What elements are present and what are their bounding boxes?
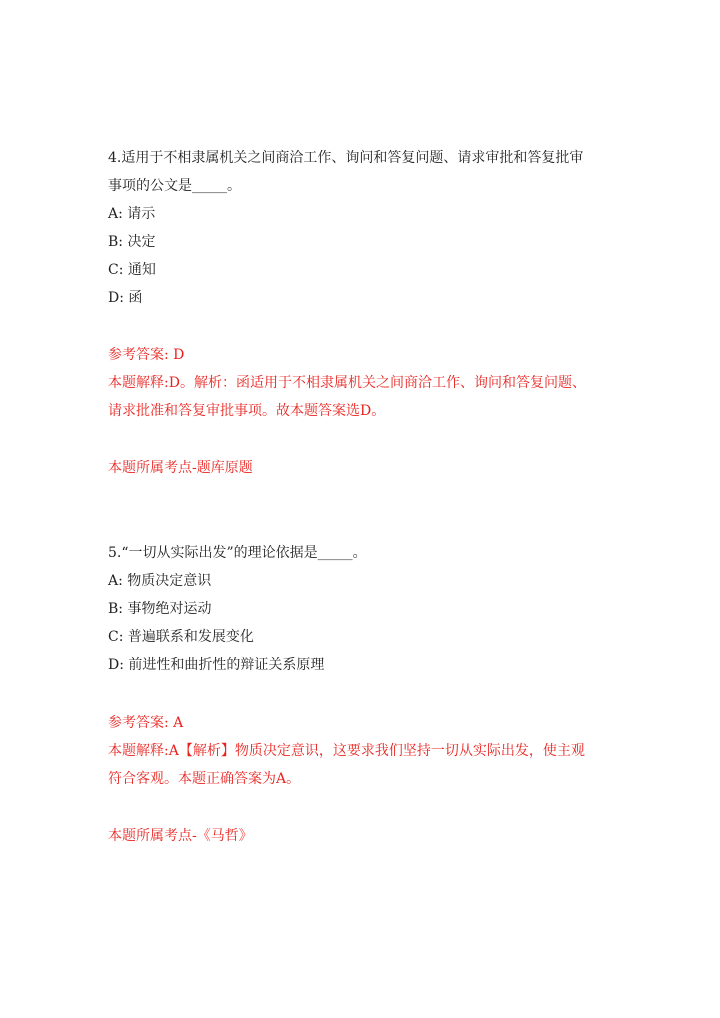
question-5-explanation-line-1: 本题解释:A【解析】物质决定意识，这要求我们坚持一切从实际出发，使主观	[108, 743, 585, 759]
question-4-stem-line-2: 事项的公文是_____。	[108, 178, 241, 194]
question-5-option-d: D: 前进性和曲折性的辩证关系原理	[108, 657, 325, 673]
question-5-option-a: A: 物质决定意识	[108, 573, 212, 589]
question-4-stem-line-1: 4.适用于不相隶属机关之间商洽工作、询问和答复问题、请求审批和答复批审	[108, 150, 584, 166]
question-5-option-b: B: 事物绝对运动	[108, 601, 212, 617]
question-4-option-b: B: 决定	[108, 234, 156, 250]
question-5-topic: 本题所属考点-《马哲》	[108, 828, 253, 844]
question-5-stem: 5.“一切从实际出发”的理论依据是_____。	[108, 545, 367, 561]
question-4-explanation-line-1: 本题解释:D。解析：函适用于不相隶属机关之间商洽工作、询问和答复问题、	[108, 375, 586, 391]
question-5-explanation-line-2: 符合客观。本题正确答案为A。	[108, 771, 301, 787]
question-4-explanation-line-2: 请求批准和答复审批事项。故本题答案选D。	[108, 403, 386, 419]
question-4-option-d: D: 函	[108, 290, 143, 306]
question-4-option-c: C: 通知	[108, 262, 156, 278]
question-4-option-a: A: 请示	[108, 206, 156, 222]
question-4-topic: 本题所属考点-题库原题	[108, 460, 253, 476]
question-5-answer: 参考答案: A	[108, 715, 184, 731]
question-5-option-c: C: 普遍联系和发展变化	[108, 629, 254, 645]
question-4-answer: 参考答案: D	[108, 347, 185, 363]
